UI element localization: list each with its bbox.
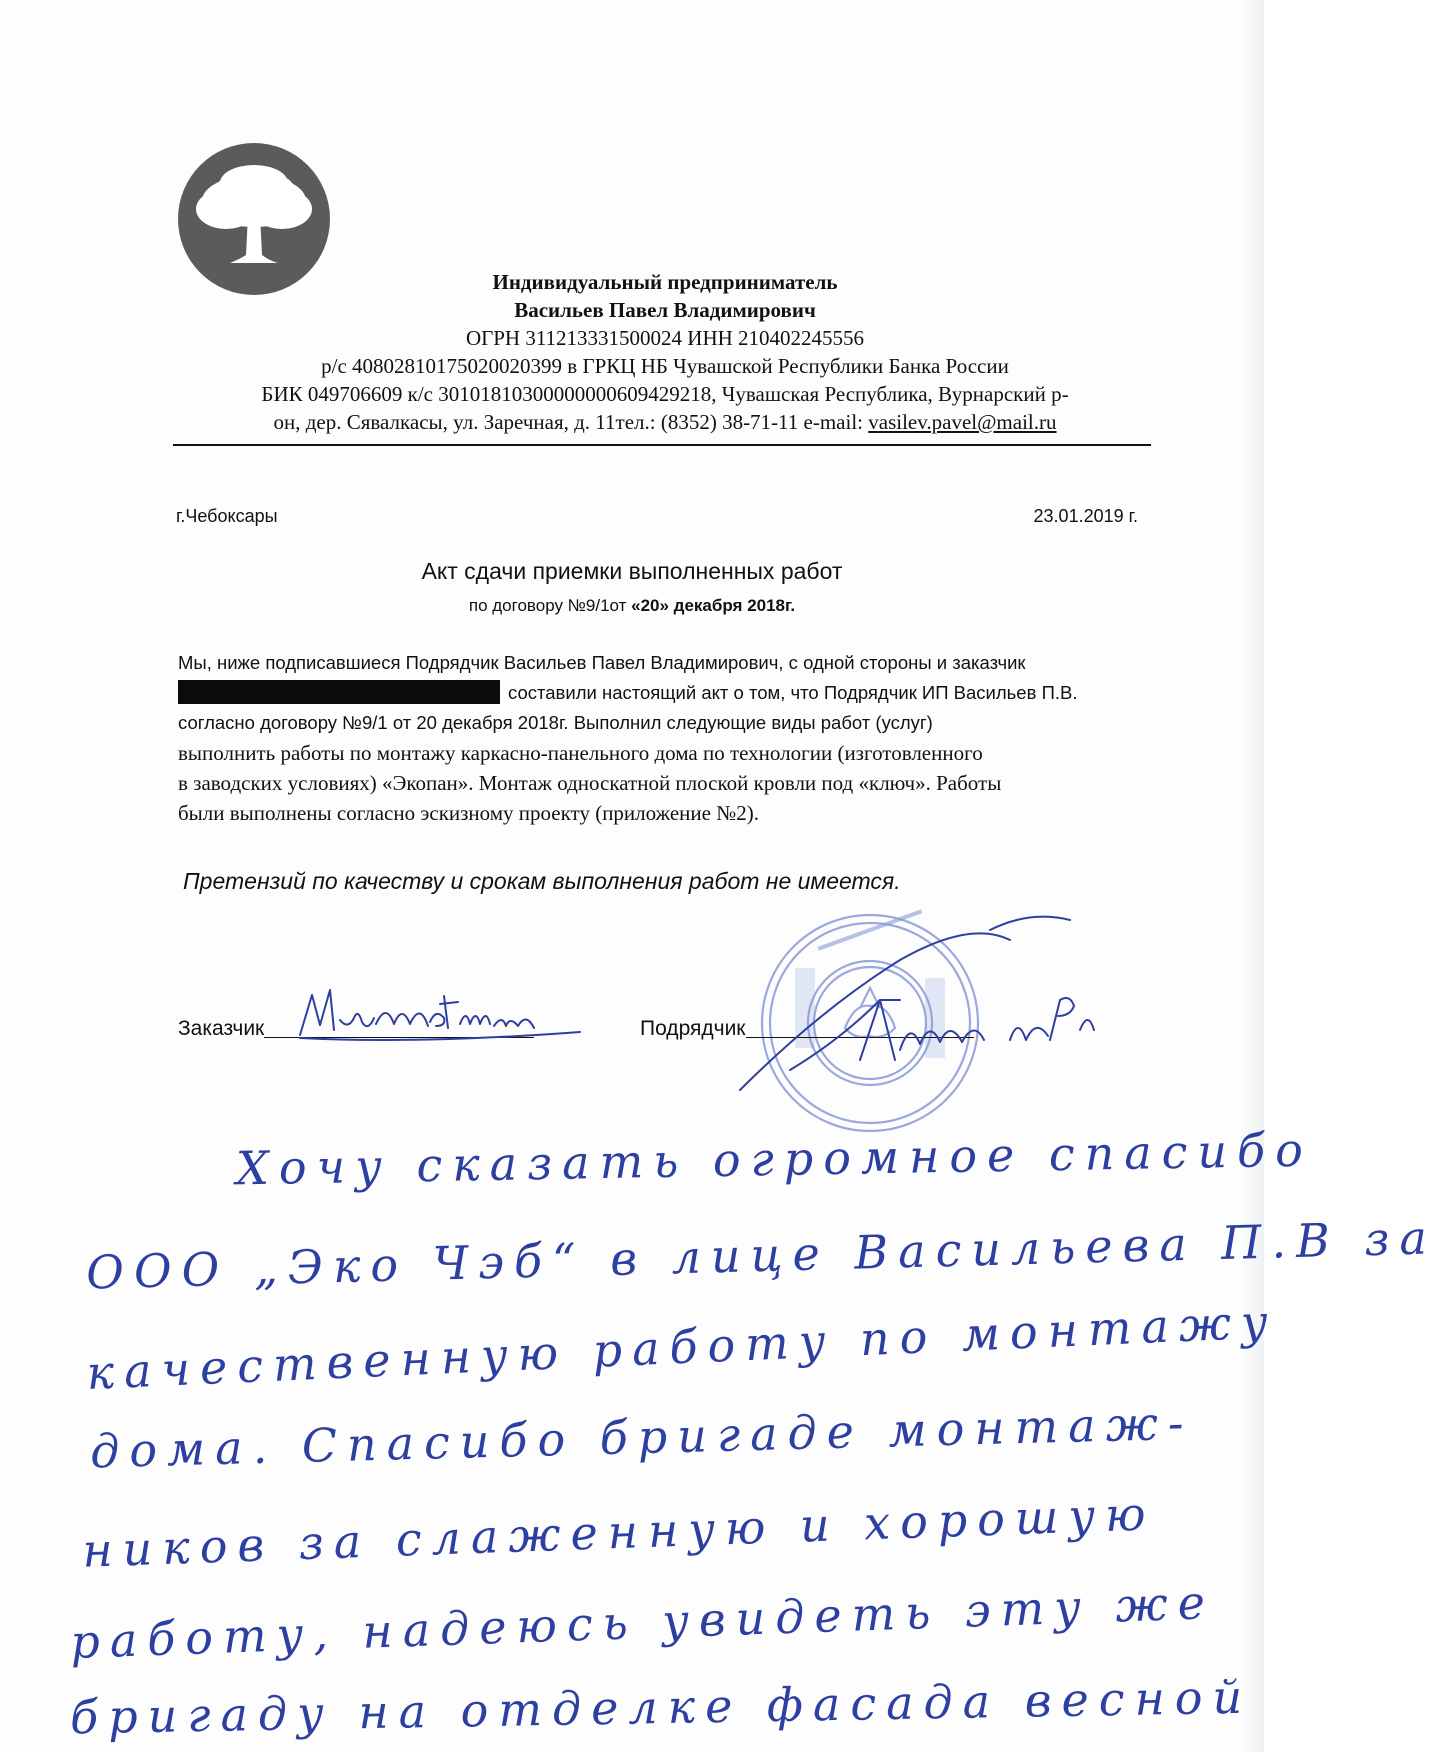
note-line-5: ников за слаженную и хорошую (81, 1486, 1157, 1578)
contract-date: «20» декабря 2018г. (631, 596, 796, 615)
body-line-4: выполнить работы по монтажу каркасно-панельного дома по технологии (изготовленного (178, 741, 983, 765)
contractor-label: Подрядчик (640, 1017, 746, 1040)
bik-address: БИК 049706609 к/с 30101810300000000609429218, Чувашская Республика, Вурнарский р- (261, 382, 1069, 406)
body-line-3: согласно договору №9/1 от 20 декабря 2018г. Выполнил следующие виды работ (услуг) (178, 712, 933, 733)
address-text: он, дер. Сявалкасы, ул. Заречная, д. 11тел.: (8352) 38-71-11 e-mail: (273, 410, 869, 434)
body-line-6: были выполнены согласно эскизному проекту (приложение №2). (178, 801, 760, 825)
document-date: 23.01.2019 г. (1033, 506, 1138, 526)
body-line-2-text: составили настоящий акт о том, что Подрядчик ИП Васильев П.В. (508, 682, 1078, 703)
note-line-6: работу, надеюсь увидеть эту же (69, 1575, 1216, 1669)
no-claims-statement: Претензий по качеству и срокам выполнения работ не имеется. (183, 868, 901, 894)
bank-account: р/с 40802810175020020399 в ГРКЦ НБ Чувашской Республики Банка России (321, 354, 1009, 378)
contract-ref: по договору №9/1от (468, 596, 632, 615)
body-line-1: Мы, ниже подписавшиеся Подрядчик Васильев Павел Владимирович, с одной стороны и заказчик (178, 652, 1026, 673)
city: г.Чебоксары (176, 506, 278, 526)
note-line-4: дома. Спасибо бригаде монтаж- (89, 1395, 1195, 1479)
body-line-5: в заводских условиях) «Экопан». Монтаж односкатной плоской кровли под «ключ». Работы (178, 771, 1002, 795)
customer-label: Заказчик (178, 1017, 265, 1040)
note-line-3: качественную работу по монтажу (85, 1294, 1279, 1400)
email-link[interactable]: vasilev.pavel@mail.ru (868, 410, 1057, 434)
act-title: Акт сдачи приемки выполненных работ (421, 558, 843, 584)
entrepreneur-title: Индивидуальный предприниматель (492, 270, 838, 294)
note-line-7: бригаду на отделке фасада весной (69, 1669, 1253, 1745)
entrepreneur-name: Васильев Павел Владимирович (514, 298, 816, 322)
note-line-1: Хочу сказать огромное спасибо (235, 1122, 1314, 1196)
note-line-2: ООО „Эко Чэб“ в лице Васильева П.В за (85, 1210, 1438, 1300)
ogrn-inn: ОГРН 311213331500024 ИНН 210402245556 (465, 326, 865, 350)
